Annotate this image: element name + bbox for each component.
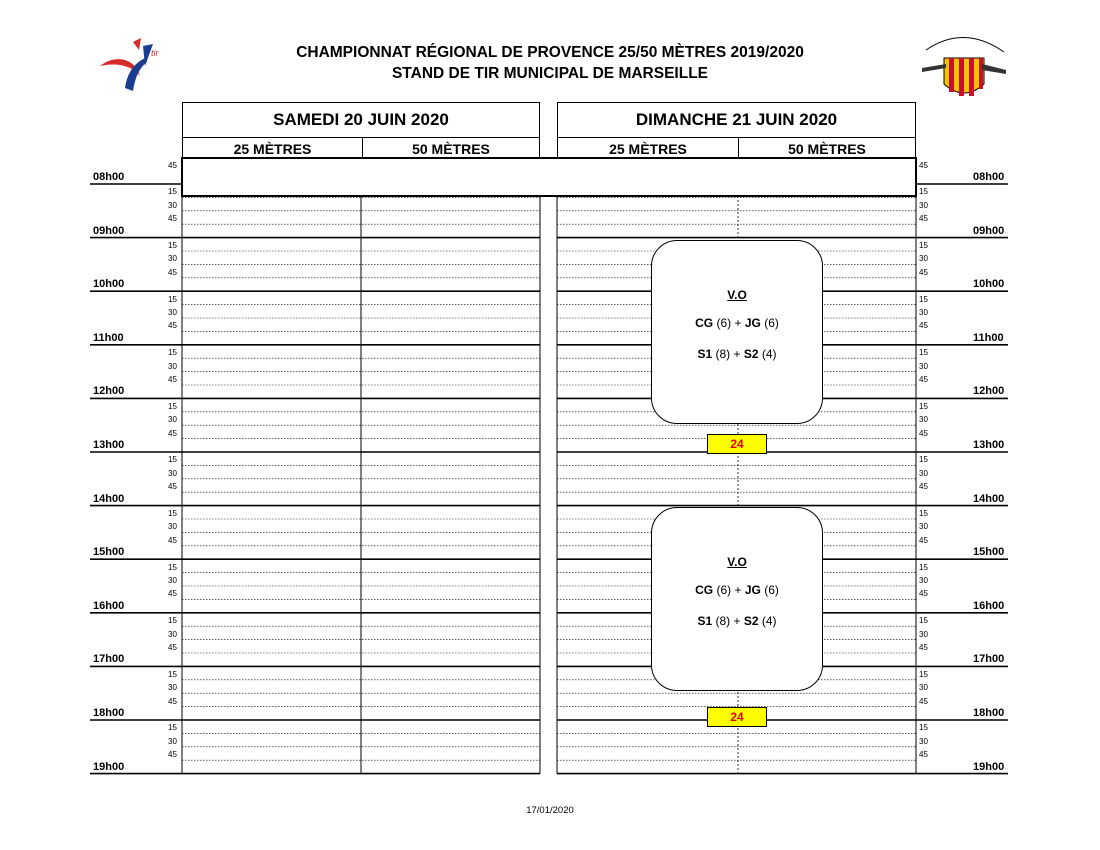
col-25m: 25 MÈTRES [558,137,738,159]
quarter-label-left: 45 [168,535,177,545]
quarter-label-right: 45 [919,267,928,277]
quarter-label-right: 30 [919,629,928,639]
quarter-label-right: 30 [919,468,928,478]
quarter-label-left: 15 [168,669,177,679]
quarter-label-left: 15 [168,616,177,626]
plus: + [733,347,741,361]
hour-label-left: 08h00 [93,171,125,183]
opening-block [182,158,916,196]
plus: + [734,316,742,330]
quarter-label-right: 45 [919,643,928,652]
quarter-label-right: 15 [919,294,928,304]
quarter-label-left: 30 [168,468,177,478]
plus: + [734,583,742,597]
quarter-label-left: 15 [168,723,177,733]
quarter-label-left: 45 [168,428,177,438]
quarter-label-right: 15 [919,187,928,197]
category-cg: CG [695,583,714,597]
category-jg: JG [744,316,761,330]
col-25m: 25 MÈTRES [183,137,362,159]
session-line-2 [652,614,822,628]
quarter-label-right: 15 [919,348,928,358]
hour-label-right: 17h00 [973,653,1005,666]
quarter-label-right: 30 [919,361,928,371]
quarter-label-right: 30 [919,736,928,746]
hour-label-right: 15h00 [973,546,1005,559]
quarter-label-right: 45 [919,589,928,599]
quarter-label-right: 45 [919,750,928,760]
category-jg: JG [744,583,761,597]
session-line-2 [652,347,822,361]
hour-label-right: 13h00 [973,439,1005,451]
quarter-label-right: 30 [919,415,928,425]
main-title: CHAMPIONNAT RÉGIONAL DE PROVENCE 25/50 MÈTRES 2019/2020 [296,44,804,61]
quarter-label-right: 15 [919,669,928,679]
hour-label-left: 14h00 [93,492,125,505]
session-total-badge-2: 24 [707,707,767,727]
quarter-label-left: 45 [168,214,177,224]
quarter-label-left: 15 [168,348,177,358]
quarter-label-left: 15 [168,401,177,411]
count: (4) [761,614,777,628]
hour-label-left: 16h00 [93,599,125,612]
quarter-label-right: 45 [919,696,928,706]
hour-label-right: 11h00 [973,331,1004,344]
quarter-label-left: 30 [168,736,177,746]
hour-label-right: 12h00 [973,385,1005,398]
quarter-label-left: 15 [168,455,177,465]
quarter-label-right: 15 [919,241,928,250]
hour-label-right: 16h00 [973,599,1005,612]
hour-label-right: 10h00 [973,278,1005,291]
quarter-label-left: 30 [168,415,177,425]
quarter-label-left: 45 [168,750,177,760]
quarter-label-left: 30 [168,254,177,264]
hour-label-right: 18h00 [973,707,1005,719]
quarter-label-left: 30 [168,200,177,210]
day-title: DIMANCHE 21 JUIN 2020 [635,110,838,129]
quarter-label-left: 15 [168,294,177,304]
quarter-label-left: 15 [168,509,177,518]
quarter-label-right: 30 [919,683,928,693]
count: (6) [716,583,732,597]
quarter-label-left: 45 [168,643,177,652]
hour-label-left: 18h00 [93,707,125,719]
col-50m: 50 MÈTRES [362,137,540,159]
count: (6) [716,316,732,330]
count: (4) [761,347,777,361]
hour-label-left: 19h00 [93,760,125,773]
day-title: SAMEDI 20 JUIN 2020 [273,110,449,129]
quarter-label-left: 30 [168,522,177,532]
quarter-label-left: 30 [168,683,177,693]
hour-label-left: 12h00 [93,385,125,398]
hour-label-left: 10h00 [93,278,125,291]
sub-title: STAND DE TIR MUNICIPAL DE MARSEILLE [391,65,709,82]
session-box-1 [651,240,823,424]
svg-text:tir: tir [151,48,159,58]
hour-label-left: 15h00 [93,546,125,559]
quarter-label-left: 45 [168,696,177,706]
quarter-label-left: 30 [168,576,177,585]
category-s1: S1 [697,614,713,628]
hour-label-left: 11h00 [93,331,124,344]
count: (8) [715,614,731,628]
quarter-label-left: 45 [168,482,177,492]
quarter-label-right: 30 [919,576,928,585]
quarter-label-right: 30 [919,522,928,532]
quarter-label-left: 45 [168,375,177,384]
quarter-label-right: 45 [919,535,928,545]
category-s2: S2 [743,347,759,361]
category-cg: CG [695,316,714,330]
quarter-label-right: 45 [919,321,928,331]
quarter-label-left: 15 [168,187,177,197]
session-line-1 [652,583,822,597]
session-title: V.O [727,555,747,569]
quarter-label-left: 30 [168,308,177,317]
session-box-2 [651,507,823,691]
quarter-label-right: 15 [919,562,928,572]
quarter-label-left: 45 [168,160,177,170]
category-s2: S2 [743,614,759,628]
hour-label-right: 09h00 [973,224,1005,237]
quarter-label-right: 15 [919,455,928,465]
plus: + [733,614,741,628]
quarter-label-left: 30 [168,629,177,639]
count: (6) [764,583,779,597]
quarter-label-right: 45 [919,214,928,224]
quarter-label-right: 45 [919,482,928,492]
quarter-label-right: 15 [919,401,928,411]
hour-label-left: 17h00 [93,653,125,666]
quarter-label-right: 30 [919,308,928,317]
quarter-label-left: 45 [168,321,177,331]
session-title: V.O [727,288,747,302]
category-s1: S1 [697,347,713,361]
quarter-label-right: 30 [919,200,928,210]
hour-label-left: 09h00 [93,224,125,237]
quarter-label-right: 45 [919,160,928,170]
footer-date: 17/01/2020 [526,805,574,816]
quarter-label-left: 15 [168,241,177,250]
quarter-label-right: 30 [919,254,928,264]
quarter-label-right: 15 [919,616,928,626]
quarter-label-left: 30 [168,361,177,371]
hour-label-left: 13h00 [93,439,125,451]
quarter-label-right: 15 [919,509,928,518]
session-line-1 [652,316,822,330]
hour-label-right: 19h00 [973,760,1005,773]
quarter-label-right: 15 [919,723,928,733]
count: (6) [764,316,779,330]
col-50m: 50 MÈTRES [738,137,916,159]
quarter-label-right: 45 [919,375,928,384]
count: (8) [715,347,731,361]
session-total-badge-1: 24 [707,434,767,454]
quarter-label-left: 45 [168,589,177,599]
quarter-label-right: 45 [919,428,928,438]
quarter-label-left: 15 [168,562,177,572]
hour-label-right: 14h00 [973,492,1005,505]
hour-label-right: 08h00 [973,171,1005,183]
quarter-label-left: 45 [168,267,177,277]
